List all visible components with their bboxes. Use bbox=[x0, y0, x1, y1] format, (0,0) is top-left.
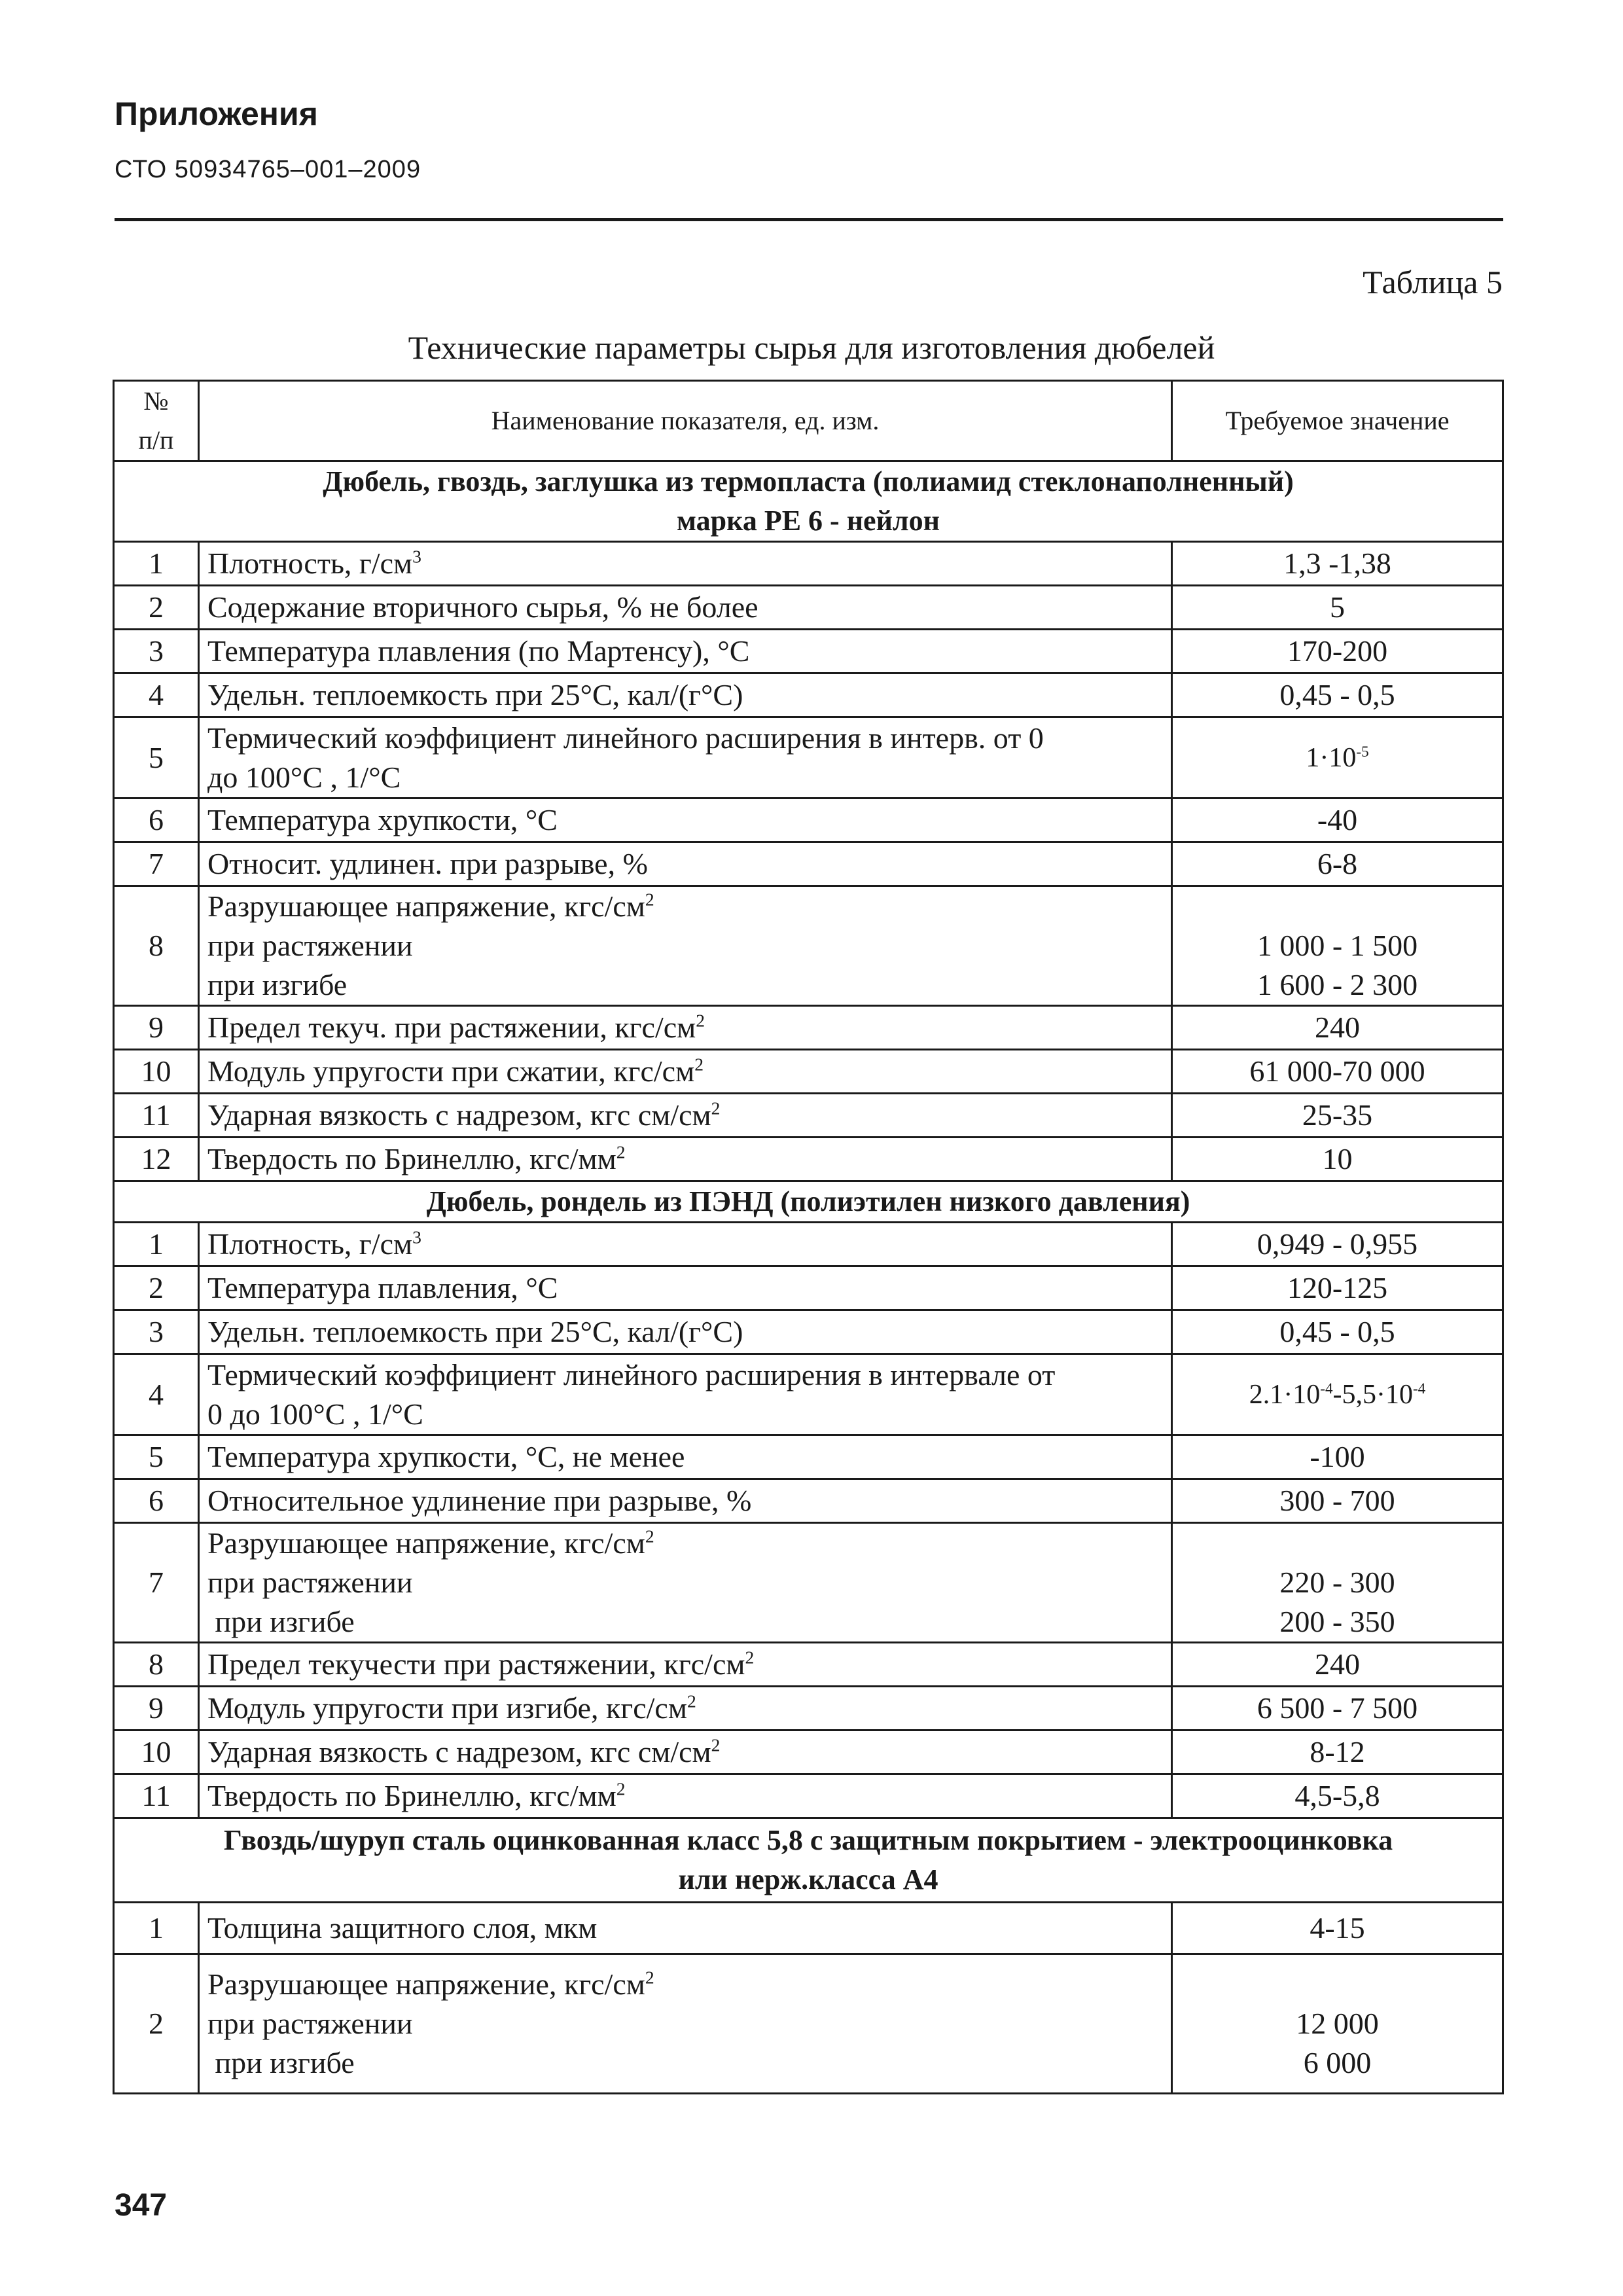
parameter-value-cell: 240 bbox=[1172, 1006, 1503, 1050]
section-title-hdpe: Дюбель, рондель из ПЭНД (полиэтилен низкого давления) bbox=[114, 1181, 1503, 1223]
table-row bbox=[114, 1354, 1503, 1435]
document-code: СТО 50934765–001–2009 bbox=[115, 156, 421, 183]
table-row bbox=[114, 1731, 1503, 1774]
table-row bbox=[114, 630, 1503, 673]
table-row bbox=[114, 1643, 1503, 1687]
row-number-cell: 11 bbox=[114, 1094, 199, 1138]
parameter-value-cell: 300 - 700 bbox=[1172, 1479, 1503, 1523]
table-row bbox=[114, 542, 1503, 586]
parameter-value-cell: 6-8 bbox=[1172, 842, 1503, 886]
parameter-value-cell: 120-125 bbox=[1172, 1266, 1503, 1310]
row-number-cell: 12 bbox=[114, 1138, 199, 1181]
row-number-cell: 1 bbox=[114, 1223, 199, 1266]
parameter-value-cell: 25-35 bbox=[1172, 1094, 1503, 1138]
parameter-value-cell: 0,45 - 0,5 bbox=[1172, 673, 1503, 717]
parameter-value-cell: 12 000 6 000 bbox=[1172, 1954, 1503, 2094]
row-number-cell: 1 bbox=[114, 1903, 199, 1954]
parameter-name-cell: Удельн. теплоемкость при 25°С, кал/(г°С) bbox=[199, 673, 1172, 717]
section-header-row bbox=[114, 461, 1503, 542]
parameter-name-cell: Температура плавления (по Мартенсу), °С bbox=[199, 630, 1172, 673]
parameter-name-cell: Плотность, $г/см^3$ bbox=[199, 542, 1172, 586]
table-row bbox=[114, 1435, 1503, 1479]
column-header-name: Наименование показателя, ед. изм. bbox=[199, 381, 1172, 461]
row-number-cell: 10 bbox=[114, 1731, 199, 1774]
parameter-name-cell: Плотность, $г/см^3$ bbox=[199, 1223, 1172, 1266]
table-row bbox=[114, 1266, 1503, 1310]
parameter-name-cell: Модуль упругости при изгибе, кгс/$см^2$ bbox=[199, 1687, 1172, 1731]
parameter-name-cell: Ударная вязкость с надрезом, кгс $см/см^2$ bbox=[199, 1094, 1172, 1138]
table-row bbox=[114, 798, 1503, 842]
parameter-value-cell: 0,45 - 0,5 bbox=[1172, 1310, 1503, 1354]
parameter-name-cell: Термический коэффициент линейного расширения в интерв. от 0 до 100°С , 1/°С bbox=[199, 717, 1172, 798]
table-row bbox=[114, 886, 1503, 1006]
parameter-name-cell: Модуль упругости при сжатии, кгс/$см^2$ bbox=[199, 1050, 1172, 1094]
parameter-name-cell: Разрушающее напряжение, кгс/$см^2$ при растяжении при изгибе bbox=[199, 1954, 1172, 2094]
row-number-cell: 8 bbox=[114, 886, 199, 1006]
parameter-name-cell: Твердость по Бринеллю, кгс/$мм^2$ bbox=[199, 1774, 1172, 1818]
parameter-value-cell: 4,5-5,8 bbox=[1172, 1774, 1503, 1818]
table-caption: Технические параметры сырья для изготовления дюбелей bbox=[408, 329, 1215, 366]
parameters-table bbox=[113, 380, 1504, 2094]
table-row bbox=[114, 1523, 1503, 1643]
row-number-cell: 7 bbox=[114, 1523, 199, 1643]
parameter-value-cell: 240 bbox=[1172, 1643, 1503, 1687]
header-divider bbox=[115, 218, 1503, 221]
table-header-row bbox=[114, 381, 1503, 461]
parameter-name-cell: Температура хрупкости, °С, не менее bbox=[199, 1435, 1172, 1479]
parameter-name-cell: Твердость по Бринеллю, кгс/$мм^2$ bbox=[199, 1138, 1172, 1181]
table-row bbox=[114, 586, 1503, 630]
section-title-polyamide: Дюбель, гвоздь, заглушка из термопласта (полиамид стеклонаполненный) марка РЕ 6 - нейлон bbox=[114, 461, 1503, 542]
parameter-value-cell: 220 - 300 200 - 350 bbox=[1172, 1523, 1503, 1643]
row-number-cell: 5 bbox=[114, 717, 199, 798]
table-row bbox=[114, 1223, 1503, 1266]
parameter-name-cell: Температура хрупкости, °С bbox=[199, 798, 1172, 842]
row-number-cell: 4 bbox=[114, 673, 199, 717]
row-number-cell: 4 bbox=[114, 1354, 199, 1435]
parameter-value-cell: $1\cdot 10^{-5}$ bbox=[1172, 717, 1503, 798]
table-row bbox=[114, 842, 1503, 886]
parameter-name-cell: Ударная вязкость с надрезом, кгс $см/см^2$ bbox=[199, 1731, 1172, 1774]
parameter-value-cell: 10 bbox=[1172, 1138, 1503, 1181]
parameter-value-cell: 61 000-70 000 bbox=[1172, 1050, 1503, 1094]
parameter-name-cell: Разрушающее напряжение, кгс/$см^2$ при растяжении при изгибе bbox=[199, 886, 1172, 1006]
parameter-name-cell: Разрушающее напряжение, кгс/$см^2$ при растяжении при изгибе bbox=[199, 1523, 1172, 1643]
row-number-cell: 1 bbox=[114, 542, 199, 586]
parameter-value-cell: $2.1\cdot 10^{-4}-5,5\cdot 10^{-4}$ bbox=[1172, 1354, 1503, 1435]
parameter-value-cell: 1 000 - 1 500 1 600 - 2 300 bbox=[1172, 886, 1503, 1006]
column-header-value: Требуемое значение bbox=[1172, 381, 1503, 461]
table-row bbox=[114, 1774, 1503, 1818]
parameter-name-cell: Удельн. теплоемкость при 25°С, кал/(г°С) bbox=[199, 1310, 1172, 1354]
parameter-name-cell: Относит. удлинен. при разрыве, % bbox=[199, 842, 1172, 886]
row-number-cell: 3 bbox=[114, 1310, 199, 1354]
column-header-number: № п/п bbox=[114, 381, 199, 461]
parameter-value-cell: 0,949 - 0,955 bbox=[1172, 1223, 1503, 1266]
parameter-value-cell: 1,3 -1,38 bbox=[1172, 542, 1503, 586]
parameter-value-cell: 6 500 - 7 500 bbox=[1172, 1687, 1503, 1731]
row-number-cell: 11 bbox=[114, 1774, 199, 1818]
section-title: Приложения bbox=[115, 96, 318, 132]
table-row bbox=[114, 1050, 1503, 1094]
table-row bbox=[114, 1006, 1503, 1050]
parameter-value-cell: 5 bbox=[1172, 586, 1503, 630]
parameter-value-cell: 170-200 bbox=[1172, 630, 1503, 673]
row-number-cell: 3 bbox=[114, 630, 199, 673]
row-number-cell: 10 bbox=[114, 1050, 199, 1094]
table-row bbox=[114, 1094, 1503, 1138]
table-number: Таблица 5 bbox=[1363, 264, 1503, 300]
table-row bbox=[114, 1479, 1503, 1523]
table-row bbox=[114, 1687, 1503, 1731]
table-row bbox=[114, 1954, 1503, 2094]
row-number-cell: 9 bbox=[114, 1006, 199, 1050]
row-number-cell: 8 bbox=[114, 1643, 199, 1687]
parameter-name-cell: Термический коэффициент линейного расширения в интервале от 0 до 100°С , 1/°С bbox=[199, 1354, 1172, 1435]
parameter-value-cell: 8-12 bbox=[1172, 1731, 1503, 1774]
parameter-name-cell: Толщина защитного слоя, мкм bbox=[199, 1903, 1172, 1954]
parameter-name-cell: Предел текучести при растяжении, кгс/$см^2$ bbox=[199, 1643, 1172, 1687]
section-header-row bbox=[114, 1818, 1503, 1903]
row-number-cell: 6 bbox=[114, 1479, 199, 1523]
parameter-value-cell: 4-15 bbox=[1172, 1903, 1503, 1954]
table-row bbox=[114, 1903, 1503, 1954]
parameter-name-cell: Предел текуч. при растяжении, кгс/$см^2$ bbox=[199, 1006, 1172, 1050]
parameter-value-cell: -100 bbox=[1172, 1435, 1503, 1479]
table-row bbox=[114, 717, 1503, 798]
row-number-cell: 2 bbox=[114, 1266, 199, 1310]
row-number-cell: 7 bbox=[114, 842, 199, 886]
parameter-name-cell: Относительное удлинение при разрыве, % bbox=[199, 1479, 1172, 1523]
row-number-cell: 2 bbox=[114, 1954, 199, 2094]
parameter-name-cell: Содержание вторичного сырья, % не более bbox=[199, 586, 1172, 630]
section-header-row bbox=[114, 1181, 1503, 1223]
row-number-cell: 9 bbox=[114, 1687, 199, 1731]
parameter-value-cell: -40 bbox=[1172, 798, 1503, 842]
row-number-cell: 6 bbox=[114, 798, 199, 842]
row-number-cell: 5 bbox=[114, 1435, 199, 1479]
page-number: 347 bbox=[115, 2188, 168, 2223]
row-number-cell: 2 bbox=[114, 586, 199, 630]
table-row bbox=[114, 673, 1503, 717]
section-title-steel: Гвоздь/шуруп сталь оцинкованная класс 5,8 с защитным покрытием - электрооцинковка или нерж.класса А4 bbox=[114, 1818, 1503, 1903]
table-row bbox=[114, 1138, 1503, 1181]
parameter-name-cell: Температура плавления, °С bbox=[199, 1266, 1172, 1310]
table-row bbox=[114, 1310, 1503, 1354]
